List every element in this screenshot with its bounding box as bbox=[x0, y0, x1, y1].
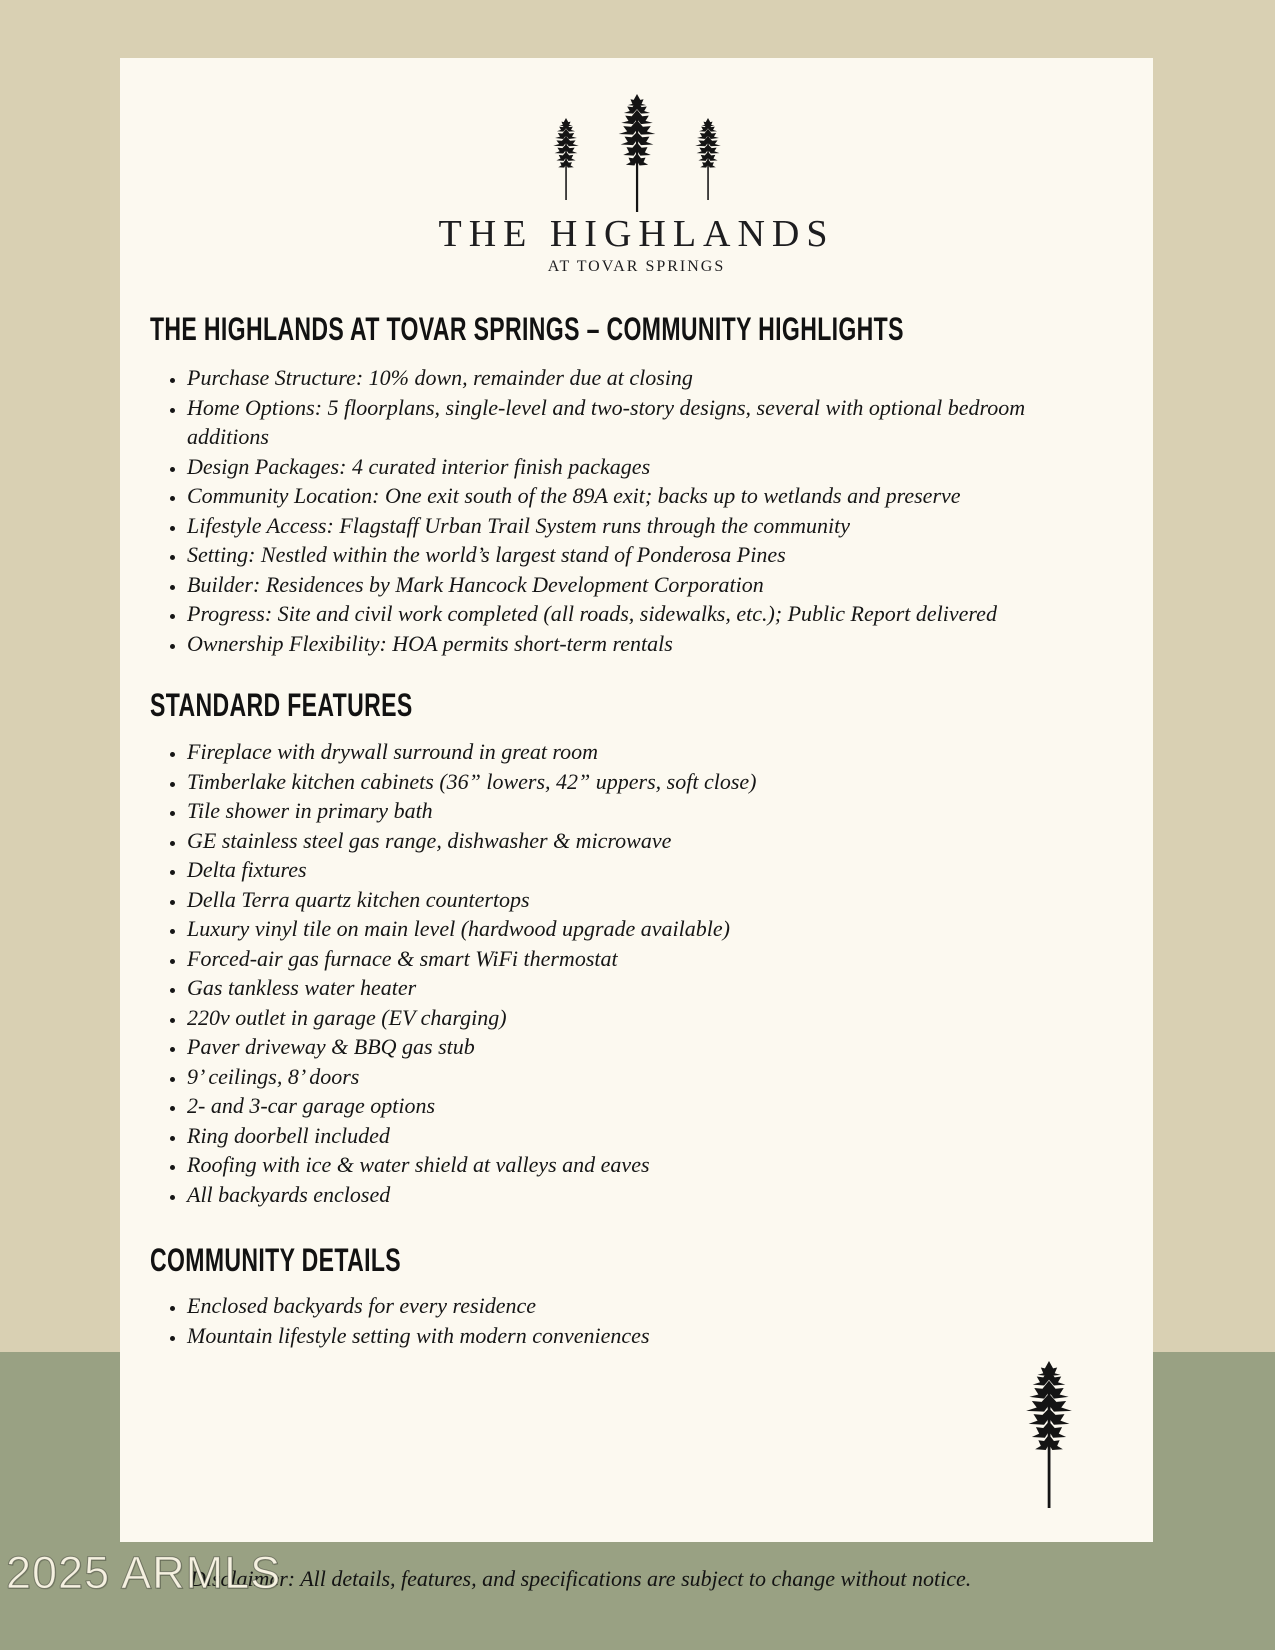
list-item: • Progress: Site and civil work completed (all roads, sidewalks, etc.); Public Report delivered bbox=[187, 599, 1042, 629]
pine-tree-left-icon bbox=[551, 118, 581, 200]
list-item: • Fireplace with drywall surround in great room bbox=[187, 737, 1042, 767]
list-item: • Luxury vinyl tile on main level (hardwood upgrade available) bbox=[187, 914, 1042, 944]
list-item: • Forced-air gas furnace & smart WiFi thermostat bbox=[187, 944, 1042, 974]
list-item: • Timberlake kitchen cabinets (36” lowers, 42” uppers, soft close) bbox=[187, 767, 1042, 797]
section-standard-features bbox=[150, 689, 1123, 1209]
disclaimer-text: Disclaimer: All details, features, and specifications are subject to change without notice. bbox=[190, 1566, 972, 1591]
list-item: • Gas tankless water heater bbox=[187, 973, 1042, 1003]
section-heading-community-highlights: THE HIGHLANDS AT TOVAR SPRINGS – COMMUNITY HIGHLIGHTS bbox=[150, 311, 904, 347]
logo-subtitle: AT TOVAR SPRINGS bbox=[547, 258, 726, 275]
logo-title: THE HIGHLANDS bbox=[438, 213, 835, 255]
logo bbox=[150, 58, 1123, 278]
list-item: • Ownership Flexibility: HOA permits short-term rentals bbox=[187, 629, 1042, 659]
list-item: • Delta fixtures bbox=[187, 855, 1042, 885]
list-item: • Mountain lifestyle setting with modern conveniences bbox=[187, 1321, 1042, 1351]
list-item: • All backyards enclosed bbox=[187, 1180, 1042, 1210]
bullet-list-community-highlights bbox=[150, 363, 1042, 658]
list-item: • Della Terra quartz kitchen countertops bbox=[187, 885, 1042, 915]
list-item: • 220v outlet in garage (EV charging) bbox=[187, 1003, 1042, 1033]
list-item: • Home Options: 5 floorplans, single-level and two-story designs, several with optional bedroom additions bbox=[187, 393, 1042, 452]
list-item: • Design Packages: 4 curated interior finish packages bbox=[187, 452, 1042, 482]
flyer-card bbox=[120, 58, 1153, 1542]
pine-tree-center-icon bbox=[616, 94, 658, 212]
list-item: • Ring doorbell included bbox=[187, 1121, 1042, 1151]
list-item: • Purchase Structure: 10% down, remainder due at closing bbox=[187, 363, 1042, 393]
section-heading-standard-features: STANDARD FEATURES bbox=[150, 687, 413, 723]
list-item: • GE stainless steel gas range, dishwasher & microwave bbox=[187, 826, 1042, 856]
section-heading-community-details: COMMUNITY DETAILS bbox=[150, 1242, 402, 1278]
section-community-highlights bbox=[150, 313, 1123, 658]
list-item: • 9’ ceilings, 8’ doors bbox=[187, 1062, 1042, 1092]
bullet-list-community-details bbox=[150, 1291, 1042, 1350]
list-item: • Lifestyle Access: Flagstaff Urban Trail System runs through the community bbox=[187, 511, 1042, 541]
list-item: • 2- and 3-car garage options bbox=[187, 1091, 1042, 1121]
list-item: • Builder: Residences by Mark Hancock Development Corporation bbox=[187, 570, 1042, 600]
section-community-details bbox=[150, 1244, 1123, 1350]
pine-tree-right-icon bbox=[693, 118, 723, 200]
pine-trees-icon bbox=[527, 94, 747, 212]
list-item: • Roofing with ice & water shield at valleys and eaves bbox=[187, 1150, 1042, 1180]
pine-tree-icon bbox=[1018, 1361, 1080, 1508]
list-item: • Community Location: One exit south of the 89A exit; backs up to wetlands and preserve bbox=[187, 481, 1042, 511]
bullet-list-standard-features bbox=[150, 737, 1042, 1209]
list-item: • Tile shower in primary bath bbox=[187, 796, 1042, 826]
armls-watermark: 2025 ARMLS bbox=[6, 1547, 282, 1598]
list-item: • Enclosed backyards for every residence bbox=[187, 1291, 1042, 1321]
list-item: • Setting: Nestled within the world’s largest stand of Ponderosa Pines bbox=[187, 540, 1042, 570]
list-item: • Paver driveway & BBQ gas stub bbox=[187, 1032, 1042, 1062]
